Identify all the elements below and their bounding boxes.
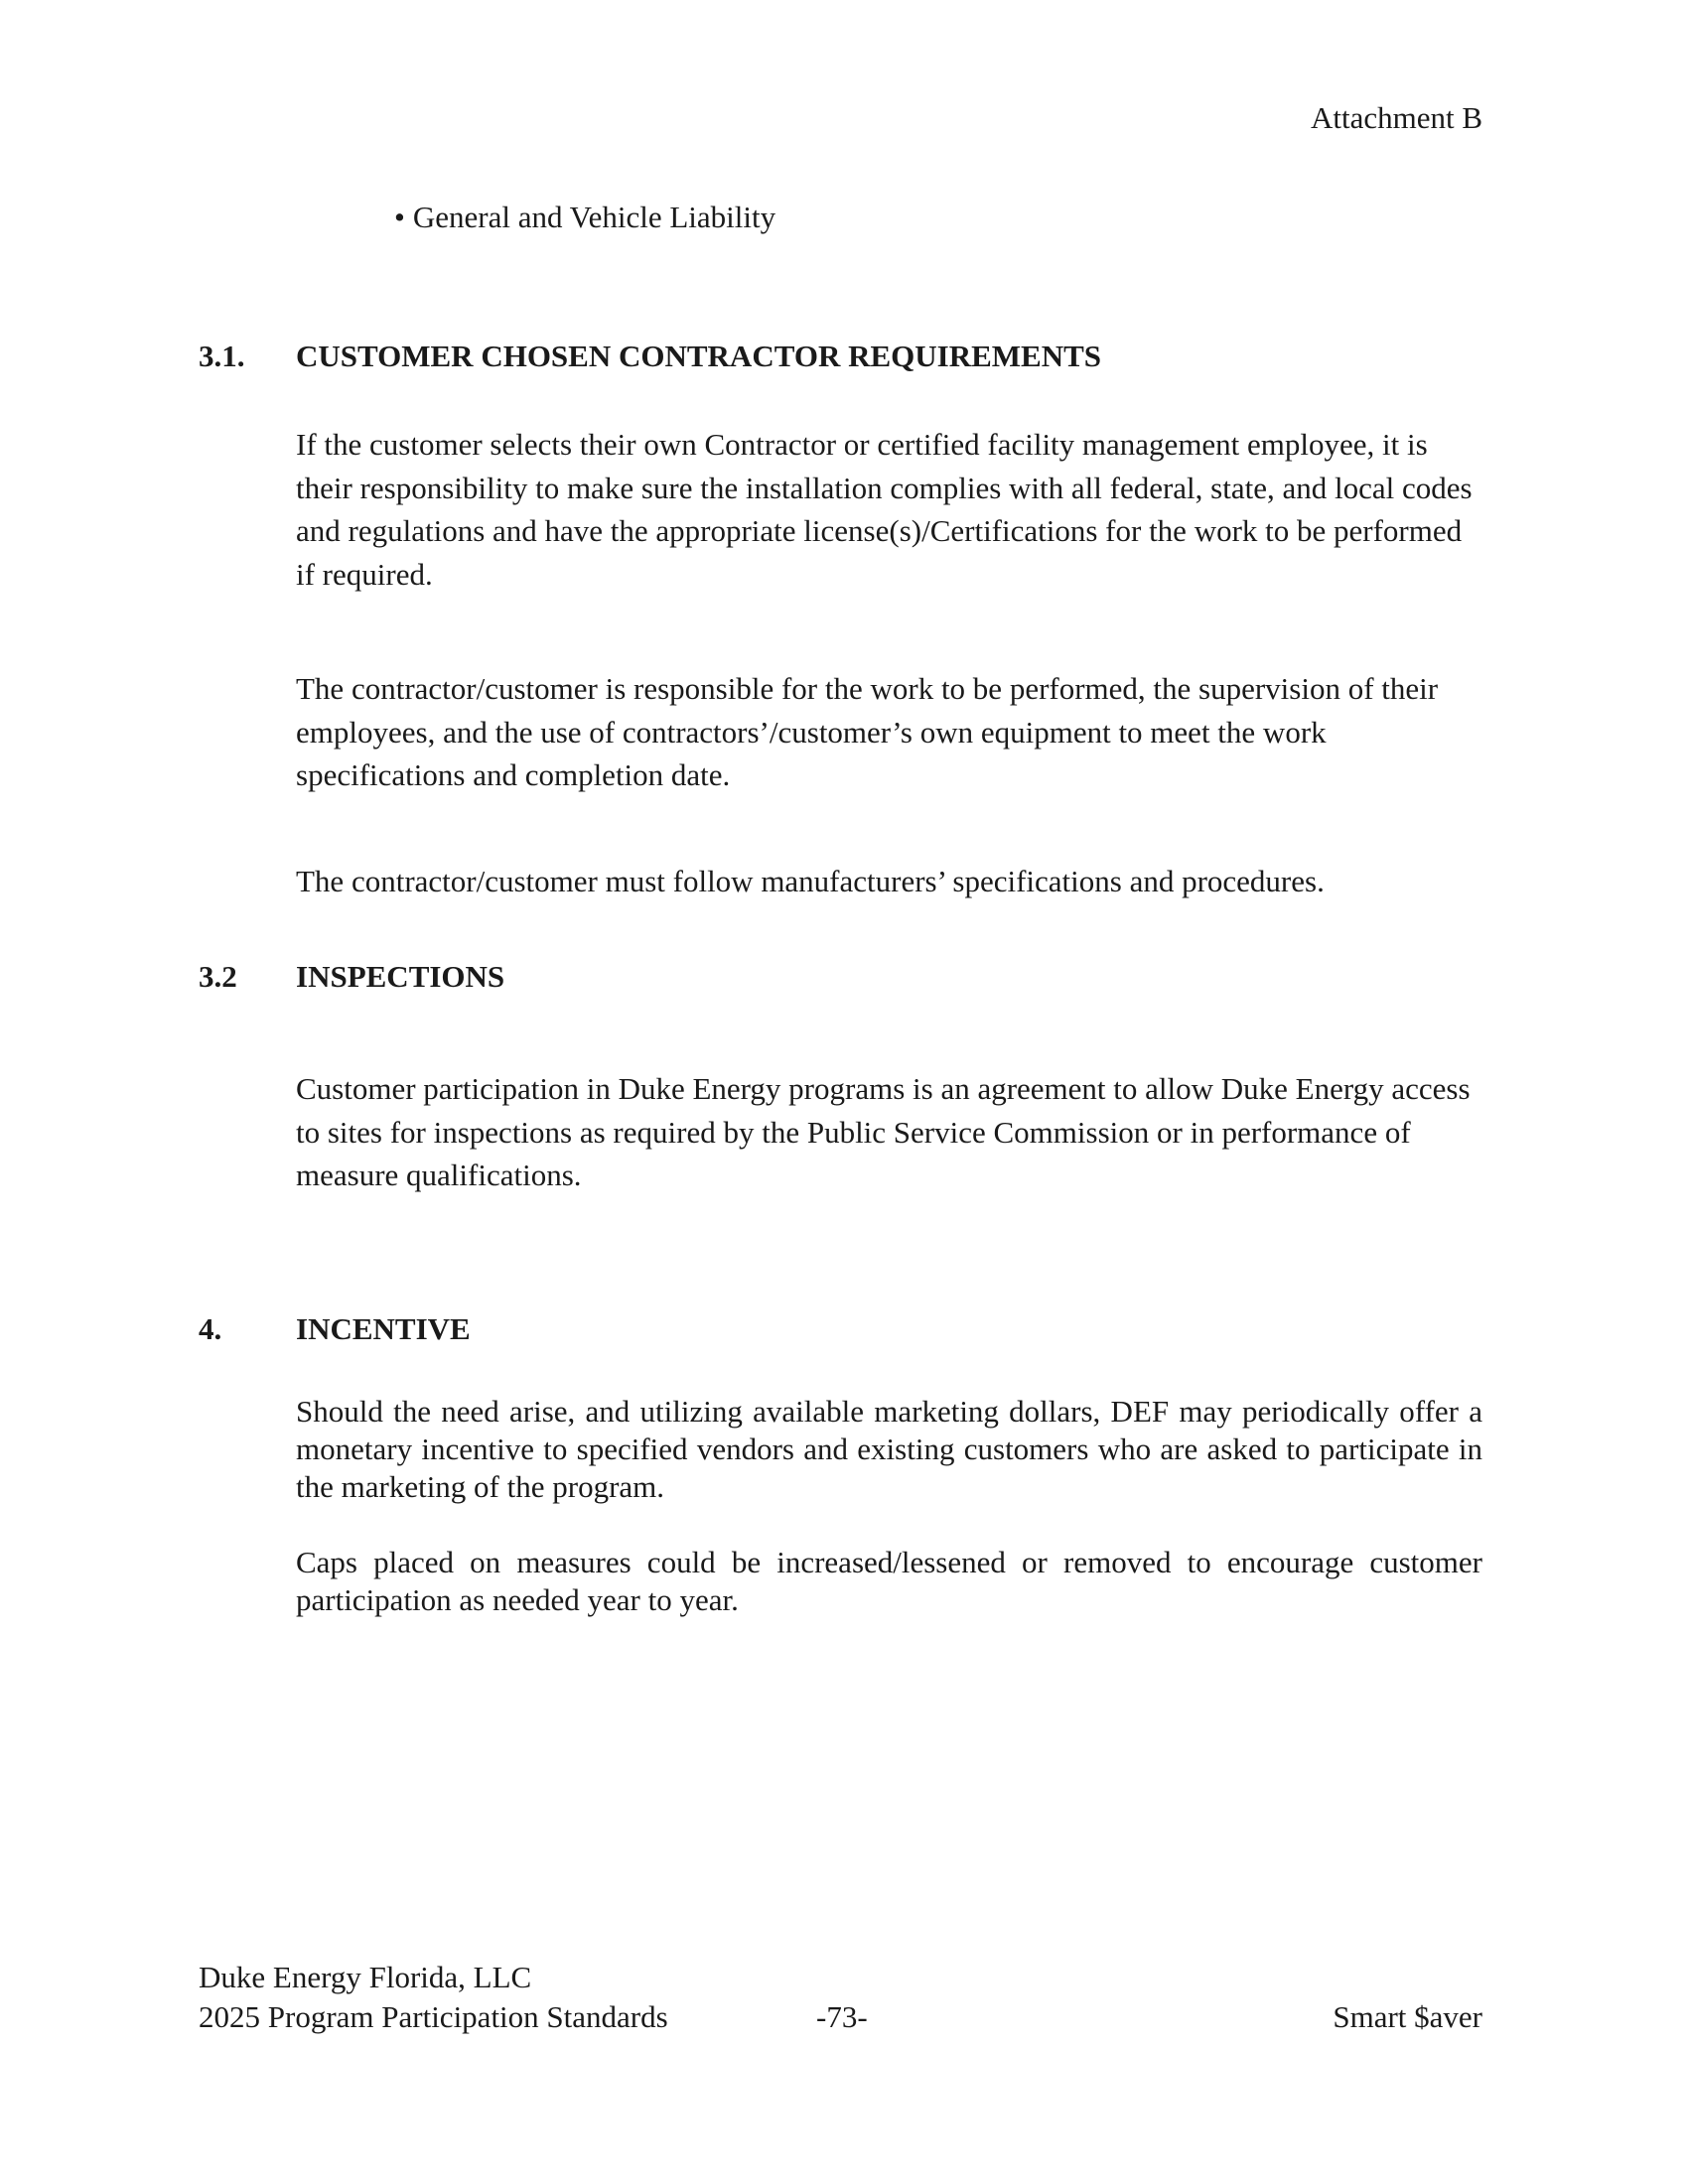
section-title: CUSTOMER CHOSEN CONTRACTOR REQUIREMENTS xyxy=(296,339,1102,373)
bullet-item xyxy=(394,199,775,235)
section-3-1-paragraph-1: If the customer selects their own Contractor or certified facility management employee, it is their responsibility to make sure the installation complies with all federal, state, and local codes and regulations and have the appropriate license(s)/Certifications for the work to be performed if required. xyxy=(296,427,1473,592)
section-number: 4. xyxy=(199,1311,222,1346)
footer-left xyxy=(199,1958,668,2037)
section-title: INSPECTIONS xyxy=(296,959,505,994)
section-3-1-heading xyxy=(0,338,1688,377)
section-number: 3.1. xyxy=(199,339,245,373)
section-3-1-paragraph-2: The contractor/customer is responsible for the work to be performed, the supervision of their employees, and the use of contractors’/customer’s own equipment to meet the work specifications and completion date. xyxy=(296,671,1439,792)
footer-document: 2025 Program Participation Standards xyxy=(199,1999,668,2034)
section-3-2-paragraph-1: Customer participation in Duke Energy programs is an agreement to allow Duke Energy access to sites for inspections as required by the Public Service Commission or in performance of measure qualifications. xyxy=(296,1071,1471,1192)
attachment-label: Attachment B xyxy=(1310,100,1482,135)
section-3-1-paragraph-3: The contractor/customer must follow manufacturers’ specifications and procedures. xyxy=(296,864,1325,898)
section-title: INCENTIVE xyxy=(296,1311,471,1346)
section-4-paragraph-2: Caps placed on measures could be increased/lessened or removed to encourage customer participation as needed year to year. xyxy=(296,1545,1482,1617)
section-4-heading xyxy=(0,1310,1688,1350)
bullet-symbol: • xyxy=(394,200,405,234)
footer-program: Smart $aver xyxy=(1333,1999,1482,2034)
section-3-2-heading xyxy=(0,958,1688,998)
section-4-paragraph-1: Should the need arise, and utilizing available marketing dollars, DEF may periodically offer a monetary incentive to specified vendors and existing customers who are asked to participate in the marketing of the program. xyxy=(296,1394,1482,1504)
footer-company: Duke Energy Florida, LLC xyxy=(199,1960,532,1994)
bullet-text: General and Vehicle Liability xyxy=(412,200,776,234)
footer-page-number: -73- xyxy=(816,1999,868,2034)
section-number: 3.2 xyxy=(199,959,237,994)
